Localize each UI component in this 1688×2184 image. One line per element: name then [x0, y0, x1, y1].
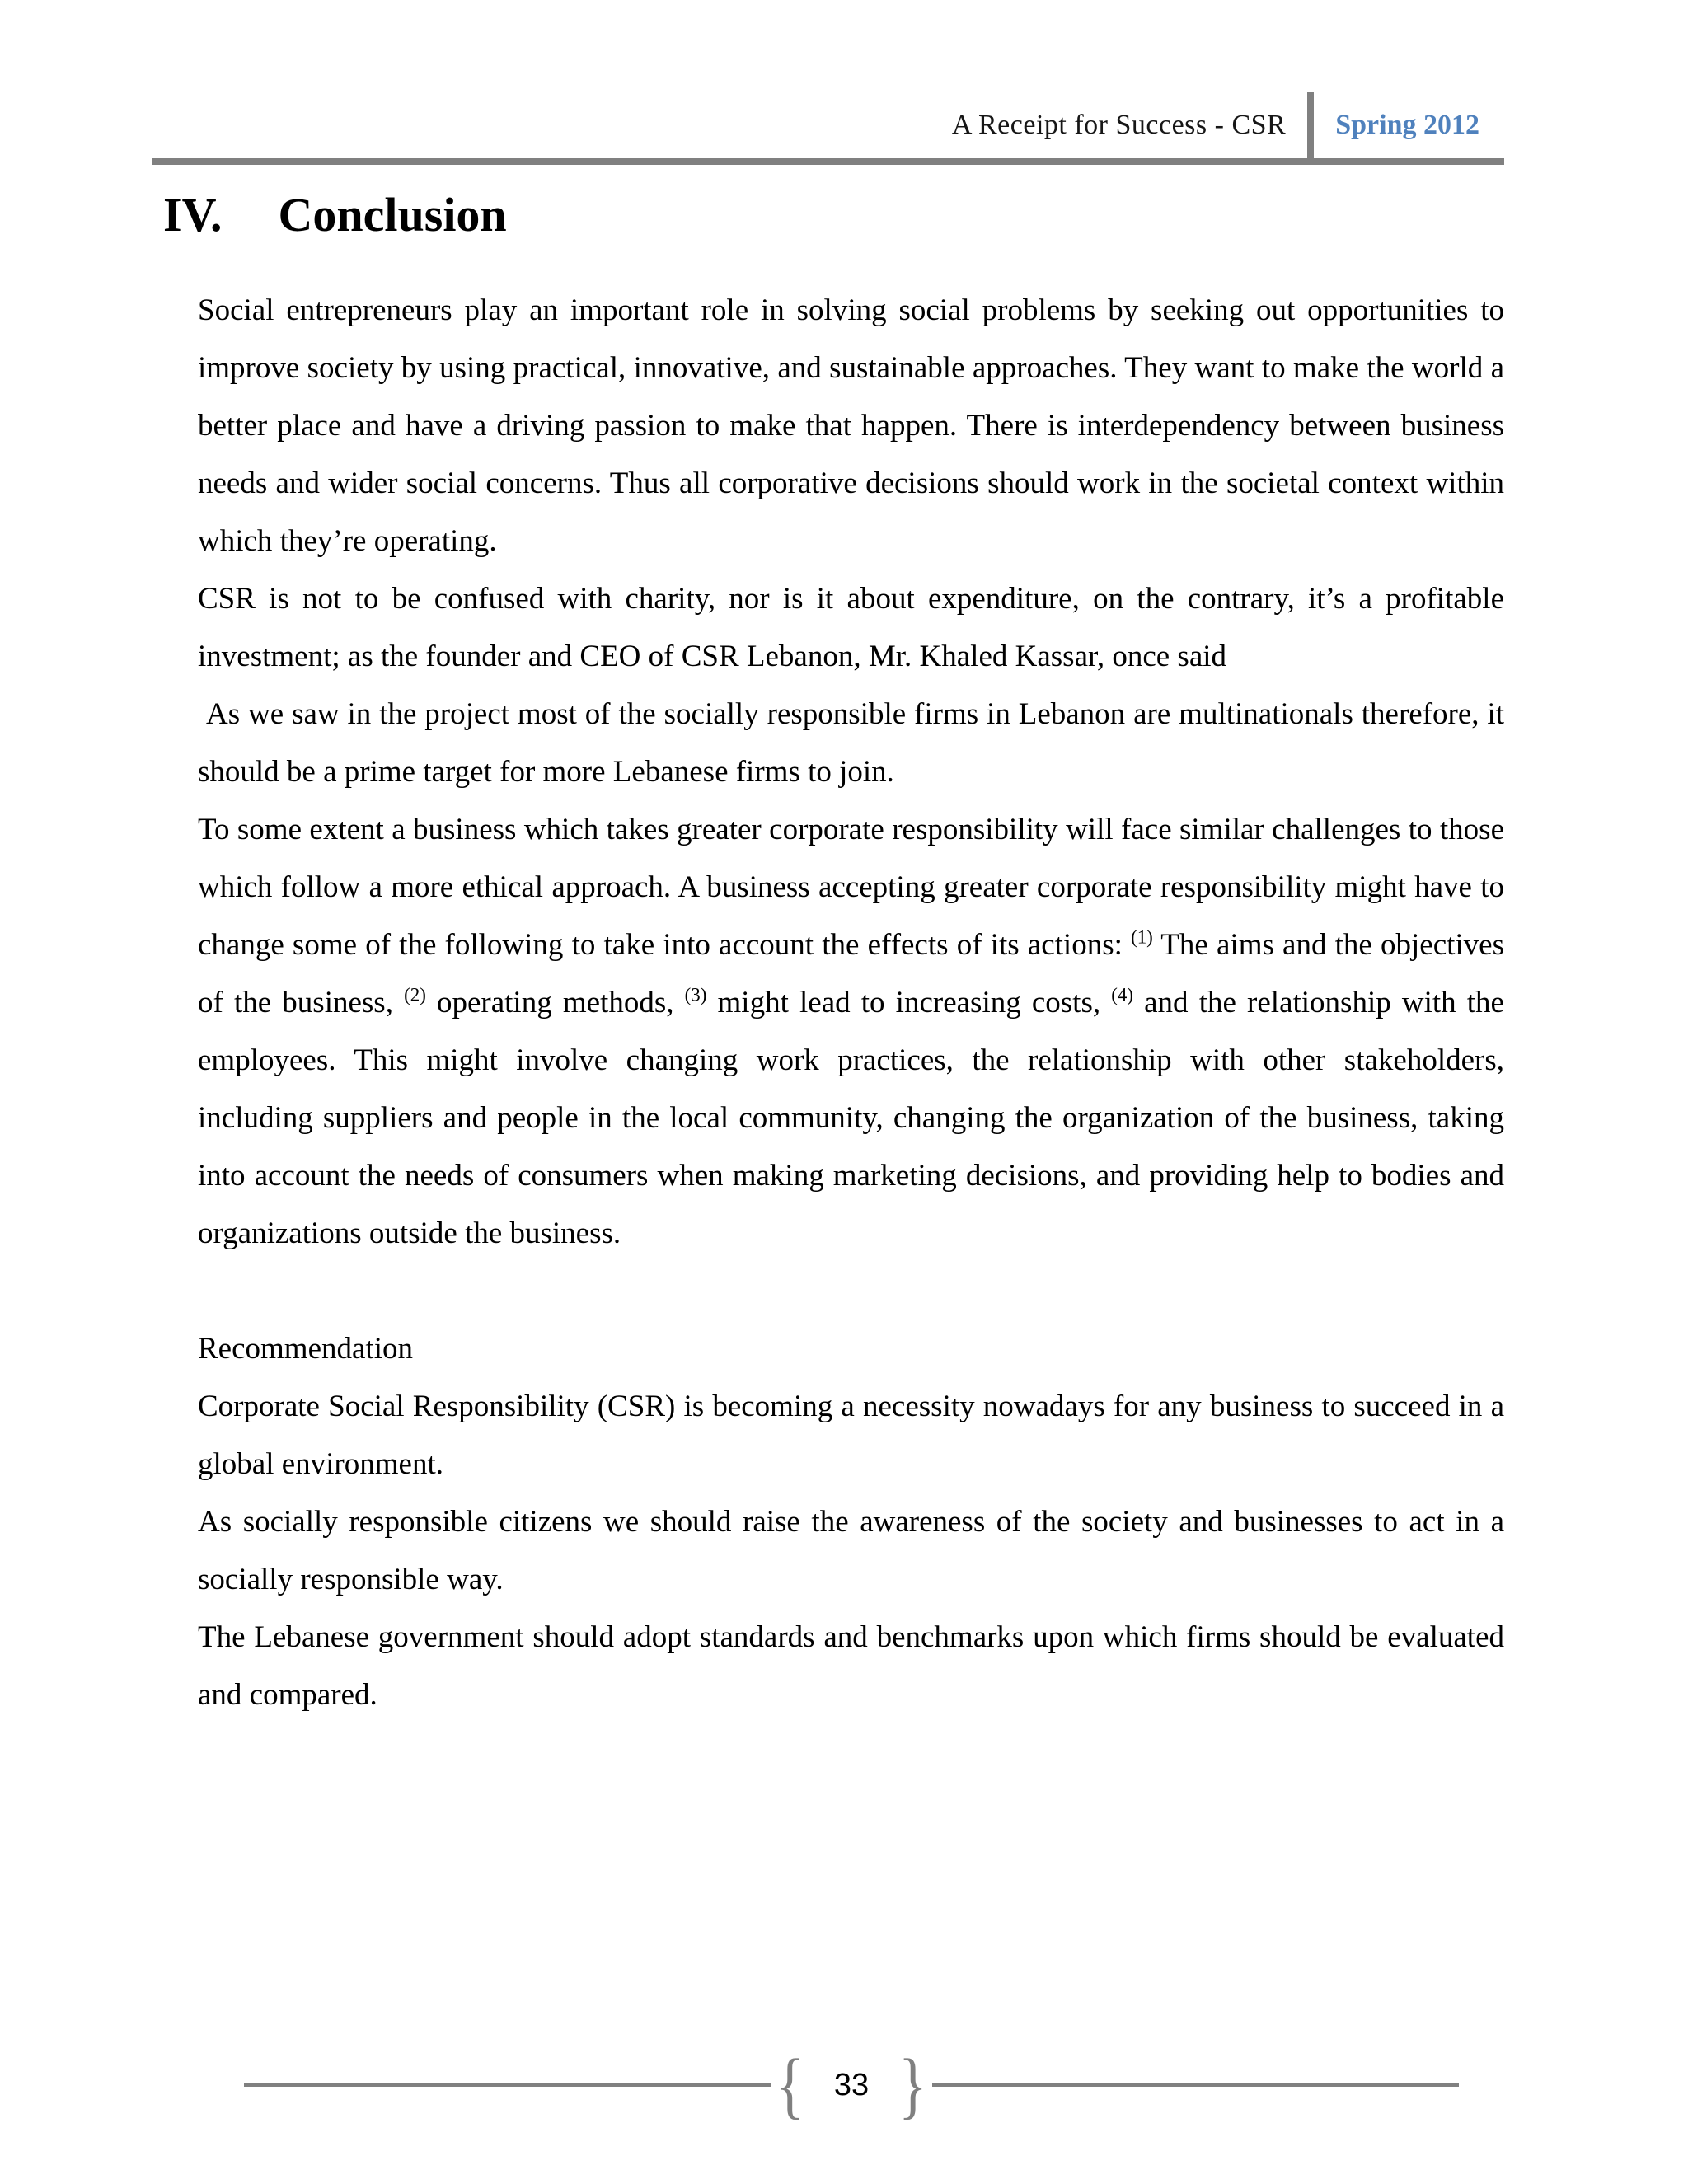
section-heading	[163, 186, 507, 244]
paragraph-csr-necessity: Corporate Social Responsibility (CSR) is becoming a necessity nowadays for any business to succeed in a global environment.	[198, 1390, 1504, 1481]
footnote-ref-4: (4)	[1111, 984, 1133, 1005]
text-segment: might lead to increasing costs,	[706, 986, 1112, 1019]
text-segment: operating methods,	[425, 986, 685, 1019]
page-number: 33	[833, 2067, 870, 2102]
header-title: A Receipt for Success - CSR	[951, 110, 1287, 140]
paragraph-lebanese-government: The Lebanese government should adopt standards and benchmarks upon which firms should be evaluated and compared.	[198, 1620, 1504, 1712]
paragraph-social-entrepreneurs: Social entrepreneurs play an important role in solving social problems by seeking out opportunities to improve society by using practical, innovative, and sustainable approaches. They want to make the world a better place and have a driving passion to make that happen. There is interdependency between business needs and wider social concerns. Thus all corporative decisions should work in the societal context within which they’re operating.	[198, 293, 1504, 558]
paragraph-socially-responsible-citizens: As socially responsible citizens we should raise the awareness of the society and businesses to act in a socially responsible way.	[198, 1505, 1504, 1596]
section-number: IV.	[163, 188, 223, 241]
paragraph-as-we-saw: As we saw in the project most of the socially responsible firms in Lebanon are multinationals therefore, it should be a prime target for more Lebanese firms to join.	[198, 697, 1504, 789]
header-rule	[152, 158, 1504, 165]
right-brace-ornament: }	[898, 2044, 927, 2126]
text-segment: The aims and the objectives of the business,	[198, 928, 1504, 1019]
body-text	[198, 282, 1504, 1724]
page-footer	[244, 2046, 1459, 2125]
text-segment: To some extent a business which takes greater corporate responsibility will face similar challenges to those which follow a more ethical approach. A business accepting greater corporate responsibility might have to change some of the following to take into account the effects of its actions:	[198, 813, 1504, 962]
left-brace-ornament: {	[776, 2044, 804, 2126]
section-title: Conclusion	[278, 188, 507, 241]
paragraph-to-some-extent	[198, 801, 1504, 1263]
footnote-ref-3: (3)	[684, 984, 707, 1005]
recommendation-heading: Recommendation	[198, 1332, 413, 1366]
footnote-ref-1: (1)	[1131, 926, 1153, 948]
header-divider-bar	[1307, 92, 1314, 158]
footnote-ref-2: (2)	[404, 984, 426, 1005]
footer-rule-right	[932, 2083, 1459, 2087]
footer-rule-left	[244, 2083, 771, 2087]
text-segment: and the relationship with the employees. This might involve changing work practices, the relationship with other stakeholders, including suppliers and people in the local community, changing the organization of the business, taking into account the needs of consumers when making marketing decisions, and providing help to bodies and organizations outside the business.	[198, 986, 1504, 1250]
header-edition: Spring 2012	[1335, 110, 1479, 140]
page-header	[152, 92, 1504, 158]
paragraph-csr-charity: CSR is not to be confused with charity, nor is it about expenditure, on the contrary, it’s a profitable investment; as the founder and CEO of CSR Lebanon, Mr. Khaled Kassar, once said	[198, 582, 1504, 673]
